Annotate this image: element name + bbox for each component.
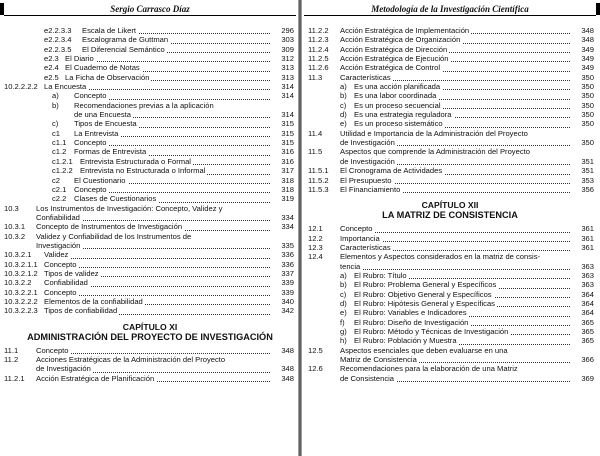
toc-entry[interactable] (0, 297, 300, 306)
toc-entry[interactable] (300, 252, 600, 271)
toc-entry-title: Escala de Likert (82, 26, 137, 35)
dot-leader (44, 258, 270, 259)
toc-entry-number: 12.3 (308, 242, 323, 252)
toc-entry-number: g) (340, 326, 347, 336)
toc-entry[interactable] (300, 35, 600, 44)
toc-entry-number: e2.2.3.4 (44, 35, 72, 45)
toc-entry-number: 11.2 (4, 355, 19, 364)
toc-page-number: 349 (581, 63, 594, 73)
toc-entry[interactable] (300, 73, 600, 82)
toc-entry-number: f) (340, 317, 345, 327)
toc-entry[interactable] (0, 278, 300, 287)
toc-entry[interactable] (0, 119, 300, 128)
toc-entry-title: Formas de Entrevista (74, 147, 147, 157)
toc-entry[interactable] (0, 222, 300, 231)
toc-entry[interactable] (0, 45, 300, 54)
toc-entry-title: Características (340, 72, 391, 82)
toc-entry-title: El Rubro: Hipótesis General y Específicas (354, 298, 495, 308)
toc-page-number: 348 (281, 345, 294, 355)
toc-entry-title: Es una labor coordinada (354, 91, 437, 101)
toc-entry[interactable] (300, 336, 600, 345)
toc-page-number: 313 (281, 72, 294, 82)
toc-entry-number: c2 (52, 175, 61, 185)
right-toc-list (300, 26, 600, 383)
toc-page-number: 369 (581, 373, 594, 383)
toc-entry-title: de Investigación (340, 138, 395, 148)
toc-entry-number: 11.5.3 (308, 184, 329, 194)
toc-entry-title: Acción Estratégica de Dirección (340, 44, 448, 54)
toc-entry[interactable] (300, 91, 600, 100)
toc-entry[interactable] (0, 35, 300, 44)
dot-leader (36, 353, 270, 354)
toc-entry[interactable] (0, 63, 300, 72)
toc-entry-title: El Rubro: Título (354, 270, 407, 280)
toc-entry-number: b) (340, 91, 347, 101)
toc-entry-title: Acción Estratégica de Implementación (340, 26, 470, 35)
toc-entry-title: Confiabilidad (44, 278, 88, 288)
toc-entry-number: e2.5 (44, 72, 59, 82)
toc-entry[interactable] (0, 232, 300, 251)
toc-entry[interactable] (300, 82, 600, 91)
toc-entry-title: El Rubro: Población y Muestra (354, 336, 457, 346)
toc-entry-title: Acciones Estratégicas de la Administración del Proyecto (36, 355, 226, 364)
toc-page-number: 356 (581, 184, 594, 194)
toc-entry-title: Concepto (74, 138, 107, 148)
toc-page-number: 335 (281, 240, 294, 250)
toc-entry-title: Entrevista no Estructurada o Informal (80, 166, 206, 176)
chapter-number: CAPÍTULO XII (421, 200, 479, 211)
toc-page-number: 348 (281, 373, 294, 383)
toc-page-number: 350 (581, 138, 594, 148)
toc-entry-title: Matriz de Consistencia (340, 355, 417, 364)
toc-entry-title: de Investigación (36, 364, 91, 374)
toc-entry[interactable] (300, 110, 600, 119)
toc-entry-number: 12.5 (308, 345, 323, 355)
toc-entry-title: El Cuaderno de Notas (65, 63, 140, 73)
toc-page-number: 363 (581, 270, 594, 280)
toc-entry-title: de Consistencia (340, 373, 395, 383)
toc-entry[interactable] (0, 374, 300, 383)
toc-entry-title: Recomendaciones previas a la aplicación (74, 100, 214, 110)
header-bar (596, 3, 600, 15)
toc-entry-number: 12.2 (308, 233, 323, 243)
toc-entry-title: Características (340, 242, 391, 252)
toc-page-number: 351 (581, 156, 594, 166)
toc-entry-title: Importancia (340, 233, 380, 243)
toc-entry-number: 11.2.5 (308, 54, 329, 64)
toc-entry-title: Aspectos que comprende la Administración del Proyecto (340, 147, 530, 157)
toc-entry[interactable] (0, 346, 300, 355)
toc-page-number: 337 (281, 268, 294, 278)
toc-entry[interactable] (0, 138, 300, 147)
toc-entry-title: Tipos de validez (44, 268, 99, 278)
toc-entry-title: Los Instrumentos de Investigación: Concepto, Validez y (36, 203, 223, 213)
toc-entry-number: e2.4 (44, 63, 59, 73)
toc-page-number: 312 (281, 54, 294, 64)
toc-page-number: 342 (281, 306, 294, 316)
toc-entry-title: Aspectos esenciales que deben evaluarse en una (340, 345, 508, 355)
toc-page-number: 363 (581, 261, 594, 271)
toc-entry[interactable] (300, 364, 600, 383)
toc-entry[interactable] (0, 288, 300, 297)
toc-entry[interactable] (0, 91, 300, 100)
toc-page-number: 309 (281, 44, 294, 54)
toc-entry[interactable] (300, 243, 600, 252)
toc-entry-number: 10.3.2.2.2 (4, 296, 38, 306)
toc-entry-title: El Financiamiento (340, 184, 401, 194)
toc-entry-number: c) (340, 100, 347, 110)
toc-entry-title: de Investigación (340, 156, 395, 166)
left-toc-list (0, 26, 300, 383)
toc-entry-number: c1.1 (52, 138, 67, 148)
toc-entry[interactable] (300, 101, 600, 110)
toc-page-number: 365 (581, 317, 594, 327)
toc-page-number: 296 (281, 26, 294, 35)
toc-page-number: 353 (581, 175, 594, 185)
toc-entry-title: El Diario (65, 54, 94, 64)
toc-page-number: 303 (281, 35, 294, 45)
toc-entry-number: 12.6 (308, 364, 323, 374)
toc-page-number: 349 (581, 54, 594, 64)
toc-entry-title: El Rubro: Diseño de Investigación (354, 317, 469, 327)
right-running-header (304, 4, 596, 16)
toc-entry[interactable] (300, 185, 600, 194)
toc-entry-title: tencia (340, 261, 361, 271)
toc-entry-title: Tipos de Encuesta (74, 119, 137, 129)
toc-entry-title: Es una estrategia reguladora (354, 110, 452, 120)
toc-entry-number: 10.3.2.2.1 (4, 287, 38, 297)
toc-page-number: 350 (581, 72, 594, 82)
toc-entry-title: Utilidad e Importancia de la Administración del Proyecto (340, 128, 528, 138)
toc-page-number: 314 (281, 91, 294, 101)
toc-entry-title: El Rubro: Variables e Indicadores (354, 308, 467, 318)
toc-entry[interactable] (0, 185, 300, 194)
toc-page-number: 315 (281, 138, 294, 148)
toc-page-number: 319 (281, 194, 294, 204)
toc-entry-number: 11.2.2 (308, 26, 329, 35)
toc-entry-number: d) (340, 110, 347, 120)
toc-page-number: 366 (581, 355, 594, 364)
toc-entry-number: e2.3 (44, 54, 59, 64)
toc-page-number: 339 (281, 278, 294, 288)
toc-entry-title: Concepto (44, 259, 77, 269)
toc-entry[interactable] (0, 129, 300, 138)
toc-entry-number: c1 (52, 128, 61, 138)
toc-page-number: 348 (581, 35, 594, 45)
toc-entry[interactable] (0, 54, 300, 63)
toc-entry-number: c1.2 (52, 147, 67, 157)
toc-page-number: 363 (581, 280, 594, 290)
toc-entry-number: c) (340, 289, 347, 299)
toc-page-number: 364 (581, 308, 594, 318)
right-page (300, 0, 600, 456)
toc-entry-number: e) (340, 119, 347, 129)
toc-page-number: 365 (581, 326, 594, 336)
toc-entry-number: 11.4 (308, 128, 323, 138)
toc-entry-number: e2.2.3.3 (44, 26, 72, 35)
dot-leader (340, 269, 570, 270)
toc-entry[interactable] (0, 250, 300, 259)
toc-entry-title: Clases de Cuestionarios (74, 194, 157, 204)
toc-page-number: 348 (281, 364, 294, 374)
toc-entry[interactable] (300, 26, 600, 35)
toc-entry-number: b) (52, 100, 59, 110)
toc-entry[interactable] (300, 271, 600, 280)
toc-entry-title: Escalograma de Guttman (82, 35, 169, 45)
toc-entry-number: 11.5.2 (308, 175, 329, 185)
toc-page-number: 315 (281, 119, 294, 129)
toc-entry-title: Acción Estratégica de Planificación (36, 373, 155, 383)
toc-entry-number: 11.1 (4, 345, 19, 355)
right-header-title: Metodología de la Investigación Científica (371, 4, 529, 14)
toc-entry[interactable] (0, 260, 300, 269)
toc-page-number: 313 (281, 63, 294, 73)
toc-entry-number: 10.3.2.1.2 (4, 268, 38, 278)
toc-entry-title: Investigación (36, 240, 81, 250)
toc-entry[interactable] (0, 101, 300, 120)
toc-entry-title: El Presupuesto (340, 175, 392, 185)
toc-entry-title: Elementos y Aspectos considerados en la matriz de consis- (340, 252, 541, 262)
toc-entry[interactable] (0, 306, 300, 315)
toc-entry[interactable] (300, 327, 600, 336)
toc-entry[interactable] (300, 280, 600, 289)
toc-entry-title: Validez (44, 250, 69, 260)
toc-entry-number: a) (340, 270, 347, 280)
toc-entry-number: 12.1 (308, 224, 323, 234)
toc-entry-title: Concepto de Instrumentos de Investigación (36, 222, 183, 232)
toc-entry-number: e2.2.3.5 (44, 44, 72, 54)
toc-entry[interactable] (300, 63, 600, 72)
toc-page-number: 336 (281, 250, 294, 260)
toc-page-number: 318 (281, 175, 294, 185)
toc-entry-title: El Diferencial Semántico (82, 44, 165, 54)
toc-page-number: 349 (581, 44, 594, 54)
toc-entry-number: 10.3.2.1.1 (4, 259, 38, 269)
toc-entry-number: 11.2.1 (4, 373, 25, 383)
toc-entry-title: Acción Estratégica de Organización (340, 35, 461, 45)
toc-entry[interactable] (0, 147, 300, 156)
toc-page-number: 351 (581, 166, 594, 176)
toc-entry-title: Elementos de la confiabilidad (44, 296, 143, 306)
chapter-title: ADMINISTRACIÓN DEL PROYECTO DE INVESTIGACIÓN (27, 331, 273, 342)
toc-page-number: 318 (281, 184, 294, 194)
toc-entry[interactable] (0, 355, 300, 374)
toc-page-number: 350 (581, 91, 594, 101)
toc-entry[interactable] (300, 308, 600, 317)
toc-entry-number: 12.4 (308, 252, 323, 262)
toc-entry-title: Concepto (36, 345, 69, 355)
toc-entry-number: 10.3.2.2.3 (4, 306, 38, 316)
header-bar (0, 3, 4, 15)
toc-entry[interactable] (0, 73, 300, 82)
toc-entry[interactable] (300, 318, 600, 327)
toc-entry[interactable] (0, 82, 300, 91)
toc-entry-title: de una Encuesta (74, 110, 131, 120)
toc-entry[interactable] (300, 119, 600, 128)
toc-entry[interactable] (0, 269, 300, 278)
toc-page-number: 350 (581, 100, 594, 110)
toc-entry-title: Es un proceso sistemático (354, 119, 443, 129)
toc-entry-number: e) (340, 308, 347, 318)
toc-entry-title: Concepto (74, 184, 107, 194)
toc-entry[interactable] (0, 176, 300, 185)
chapter-title: LA MATRIZ DE CONSISTENCIA (382, 210, 518, 221)
toc-entry[interactable] (300, 346, 600, 365)
toc-entry-title: El Rubro: Problema General y Específicos (354, 280, 497, 290)
toc-entry-number: 11.2.6 (308, 63, 329, 73)
toc-entry[interactable] (300, 299, 600, 308)
toc-entry-number: 11.5 (308, 147, 323, 157)
toc-entry[interactable] (300, 234, 600, 243)
toc-entry-title: Concepto (44, 287, 77, 297)
toc-page-number: 365 (581, 336, 594, 346)
toc-entry-title: El Cuestionario (74, 175, 126, 185)
toc-entry-number: b) (340, 280, 347, 290)
toc-page-number: 361 (581, 233, 594, 243)
toc-entry[interactable] (300, 54, 600, 63)
toc-entry[interactable] (0, 204, 300, 223)
toc-entry-number: c2.1 (52, 184, 67, 194)
toc-entry[interactable] (300, 166, 600, 175)
toc-page-number: 317 (281, 166, 294, 176)
toc-entry-number: 10.2.2.2.2 (4, 82, 38, 92)
toc-entry[interactable] (300, 290, 600, 299)
toc-entry[interactable] (300, 224, 600, 233)
toc-entry-number: 11.2.4 (308, 44, 329, 54)
toc-entry-title: Acción Estratégica de Control (340, 63, 441, 73)
toc-entry-title: Es una acción planificada (354, 82, 441, 92)
toc-entry-number: 11.5.1 (308, 166, 329, 176)
toc-page-number: 350 (581, 110, 594, 120)
toc-entry[interactable] (0, 157, 300, 166)
toc-entry-number: c2.2 (52, 194, 67, 204)
toc-entry-number: h) (340, 336, 347, 346)
toc-entry-number: c1.2.1 (52, 156, 73, 166)
toc-entry-title: Acción Estratégica de Ejecución (340, 54, 449, 64)
chapter-number: CAPÍTULO XI (122, 321, 178, 332)
left-running-header (4, 4, 296, 16)
toc-entry-title: Confiabilidad (36, 212, 80, 222)
toc-page-number: 339 (281, 287, 294, 297)
toc-entry-number: a) (52, 91, 59, 101)
toc-page-number: 334 (281, 222, 294, 232)
toc-entry-number: c1.2.2 (52, 166, 73, 176)
left-header-title: Sergio Carrasco Díaz (110, 4, 190, 14)
toc-entry[interactable] (300, 129, 600, 148)
toc-entry-title: La Entrevista (74, 128, 119, 138)
toc-entry[interactable] (300, 147, 600, 166)
toc-page-number: 314 (281, 82, 294, 92)
toc-entry-number: 11.2.3 (308, 35, 329, 45)
toc-entry-title: Recomendaciones para la elaboración de una Matriz (340, 364, 518, 374)
toc-entry-title: Entrevista Estructurada o Formal (80, 156, 191, 166)
toc-entry-title: La Ficha de Observación (65, 72, 150, 82)
toc-entry-number: 11.3 (308, 72, 323, 82)
toc-page-number: 336 (281, 259, 294, 269)
toc-page-number: 334 (281, 212, 294, 222)
toc-entry-title: El Rubro: Método y Técnicas de Investigación (354, 326, 509, 336)
toc-entry-title: La Encuesta (44, 82, 87, 92)
toc-entry[interactable] (0, 26, 300, 35)
toc-entry[interactable] (300, 45, 600, 54)
toc-entry-title: Concepto (74, 91, 107, 101)
toc-entry-number: 10.3.2.1 (4, 250, 32, 260)
toc-entry[interactable] (0, 166, 300, 175)
toc-page-number: 364 (581, 289, 594, 299)
toc-page-number: 348 (581, 26, 594, 35)
toc-entry-title: El Cronograma de Actividades (340, 166, 443, 176)
toc-page-number: 350 (581, 82, 594, 92)
toc-page-number: 315 (281, 128, 294, 138)
toc-entry-title: El Rubro: Objetivo General y Específicos (354, 289, 492, 299)
toc-page-number: 364 (581, 298, 594, 308)
toc-page-number: 361 (581, 224, 594, 234)
toc-entry-number: 10.3.2.2 (4, 278, 32, 288)
toc-page-number: 314 (281, 110, 294, 120)
toc-entry[interactable] (0, 194, 300, 203)
toc-entry-number: 10.3 (4, 203, 19, 213)
toc-page-number: 361 (581, 242, 594, 252)
toc-page-number: 316 (281, 156, 294, 166)
toc-entry-title: Concepto (340, 224, 373, 234)
toc-entry-number: d) (340, 298, 347, 308)
toc-entry-number: a) (340, 82, 347, 92)
toc-page-number: 340 (281, 296, 294, 306)
toc-entry-title: Tipos de confiabilidad (44, 306, 118, 316)
toc-entry-number: 10.3.2 (4, 231, 26, 241)
toc-page-number: 350 (581, 119, 594, 129)
toc-entry-title: Validez y Confiabilidad de los Instrumentos de (36, 231, 192, 241)
toc-entry-title: Es un proceso secuencial (354, 100, 441, 110)
toc-entry[interactable] (300, 176, 600, 185)
toc-entry-number: c) (52, 119, 59, 129)
toc-page-number: 316 (281, 147, 294, 157)
toc-entry-number: 10.3.1 (4, 222, 26, 232)
